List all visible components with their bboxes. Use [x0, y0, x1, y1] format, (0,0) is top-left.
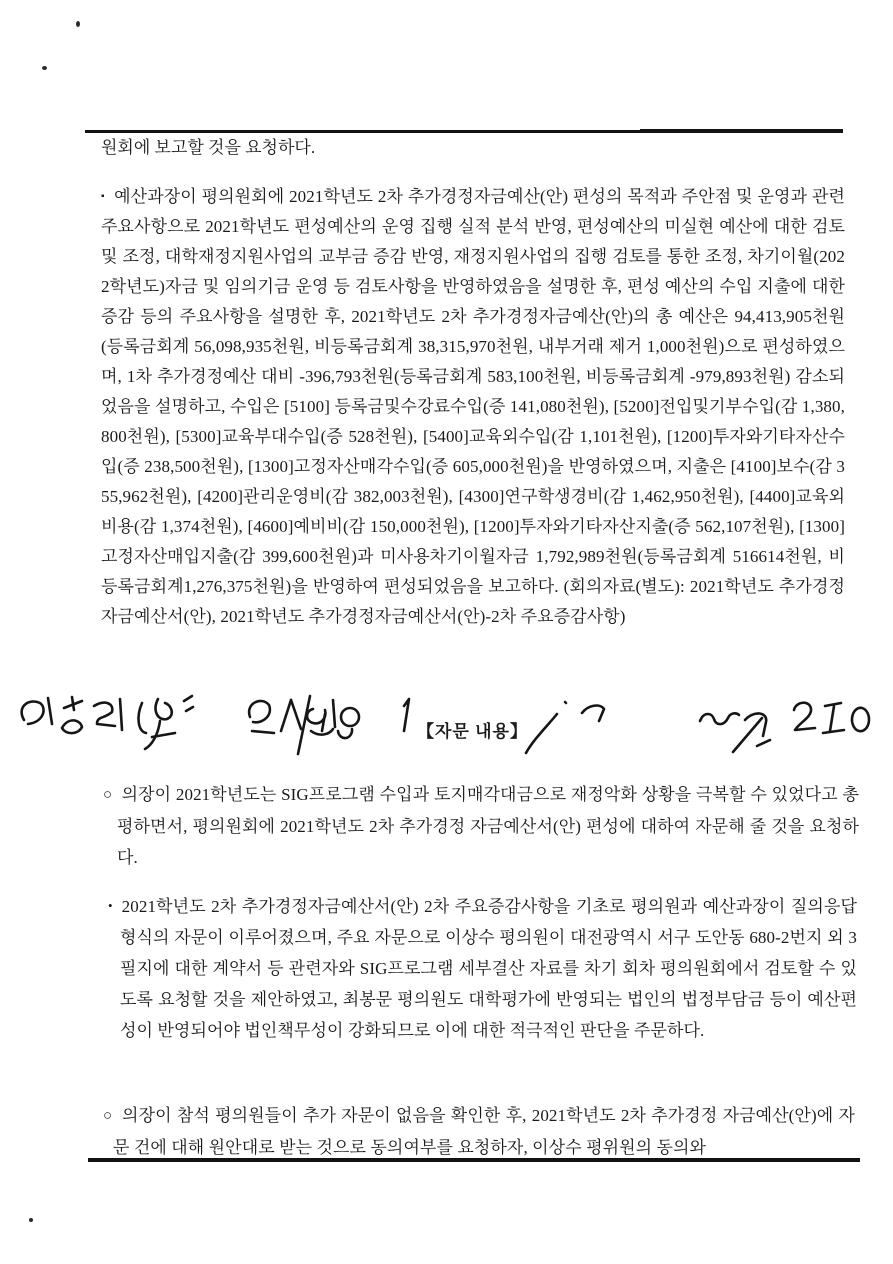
report-paragraph-text: 예산과장이 평의원회에 2021학년도 2차 추가경정자금예산(안) 편성의 목적과 주안점 및 운영과 관련 주요사항으로 2021학년도 편성예산의 운영 집행 실적 분석 반영, 편성예산의 미실현 예산에 대한 검토 및 조정, 대학재정지원사업의 교부금 증감 반영, 재정지원사업의 집행 검토를 통한 조정, 차기이월(2022학년도)자금 및 임의기금 운영 등 검토사항을 반영하였음을 설명한 후, 편성 예산의 수입 지출에 대한 증감 등의 주요사항을 설명한 후, 2021학년도 2차 추가경정자금예산(안)의 총 예산은 94,413,905천원(등록금회계 56,098,935천원, 비등록금회계 38,315,970천원, 내부거래 제거 1,000천원)으로 편성하였으며, 1차 추가경정예산 대비 -396,793천원(등록금회계 583,100천원, 비등록금회계 -979,893천원) 감소되었음을 설명하고, 수입은 [5100] 등록금및수강료수입(증 141,080천원), [5200]전입및기부수입(감 1,380,800천원), [5300]교육부대수입(증 528천원), [5400]교육외수입(감 1,101천원), [1200]투자와기타자산수입(증 238,500천원), [1300]고정자산매각수입(증 605,000천원)을 반영하였으며, 지출은 [4100]보수(감 355,962천원), [4200]관리운영비(감 382,003천원), [4300]연구학생경비(감 1,462,950천원), [4400]교육외비용(감 1,374천원), [4600]예비비(감 150,000천원), [1200]투자와기타자산지출(증 562,107천원), [1300]고정자산매입지출(감 399,600천원)과 미사용차기이월자금 1,792,989천원(등록금회계 516614천원, 비등록금회계1,276,375천원)을 반영하여 편성되었음을 보고하다. (회의자료(별도): 2021학년도 추가경정자금예산서(안), 2021학년도 추가경정자금예산서(안)-2차 주요증감사항): [101, 187, 845, 626]
advisory-paragraph-3-text: 의장이 참석 평의원들이 추가 자문이 없음을 확인한 후, 2021학년도 2차 추가경정 자금예산(안)에 자문 건에 대해 원안대로 받는 것으로 동의여부를 요청하자, 이상수 평위원의 동의와: [113, 1106, 855, 1157]
circle-bullet-icon: ○: [103, 787, 113, 803]
table-bottom-border: [88, 1158, 860, 1162]
handwriting-note-scribble: [139, 696, 193, 749]
scan-speck: [29, 1218, 33, 1222]
dot-bullet-icon: •: [108, 898, 113, 913]
continued-line: 원회에 보고할 것을 요청하다.: [101, 138, 316, 157]
handwriting-check-scribble: [700, 713, 770, 752]
circle-bullet-icon: ○: [103, 1108, 114, 1124]
scan-speck: [42, 66, 47, 70]
advisory-paragraph-3: [103, 1100, 855, 1163]
handwriting-number-scribble: [794, 703, 869, 733]
advisory-paragraph-2-text: 2021학년도 2차 추가경정자금예산서(안) 2차 주요증감사항을 기초로 평의원과 예산과장이 질의응답 형식의 자문이 이루어졌으며, 주요 자문으로 이상수 평의원이 대전광역시 서구 도안동 680-2번지 외 3필지에 대한 계약서 등 관련자와 SIG프로그램 세부결산 자료를 차기 회차 평의원회에서 검토할 수 있도록 요청할 것을 제안하였고, 최봉문 평의원도 대학평가에 반영되는 법인의 법정부담금 등이 예산편성이 반영되어야 법인책무성이 강화되므로 이에 대한 적극적인 판단을 주문하다.: [120, 897, 857, 1040]
advisory-paragraph-2: [108, 890, 857, 1046]
scan-speck: [76, 21, 80, 27]
section-header: 【자문 내용】: [417, 722, 528, 741]
advisory-paragraph-1-text: 의장이 2021학년도는 SIG프로그램 수입과 토지매각대금으로 재정악화 상황을 극복할 수 있었다고 총평하면서, 평의원회에 2021학년도 2차 추가경정 자금예산서(안) 편성에 대하여 자문해 줄 것을 요청하다.: [117, 785, 859, 867]
handwriting-center-scribble: [249, 696, 409, 754]
handwriting-name-scribble: [22, 697, 122, 733]
handwriting-slash-marks: [526, 702, 604, 753]
square-bullet-icon: ▪: [101, 191, 106, 202]
report-paragraph: [101, 182, 845, 632]
advisory-paragraph-1: [103, 779, 859, 873]
